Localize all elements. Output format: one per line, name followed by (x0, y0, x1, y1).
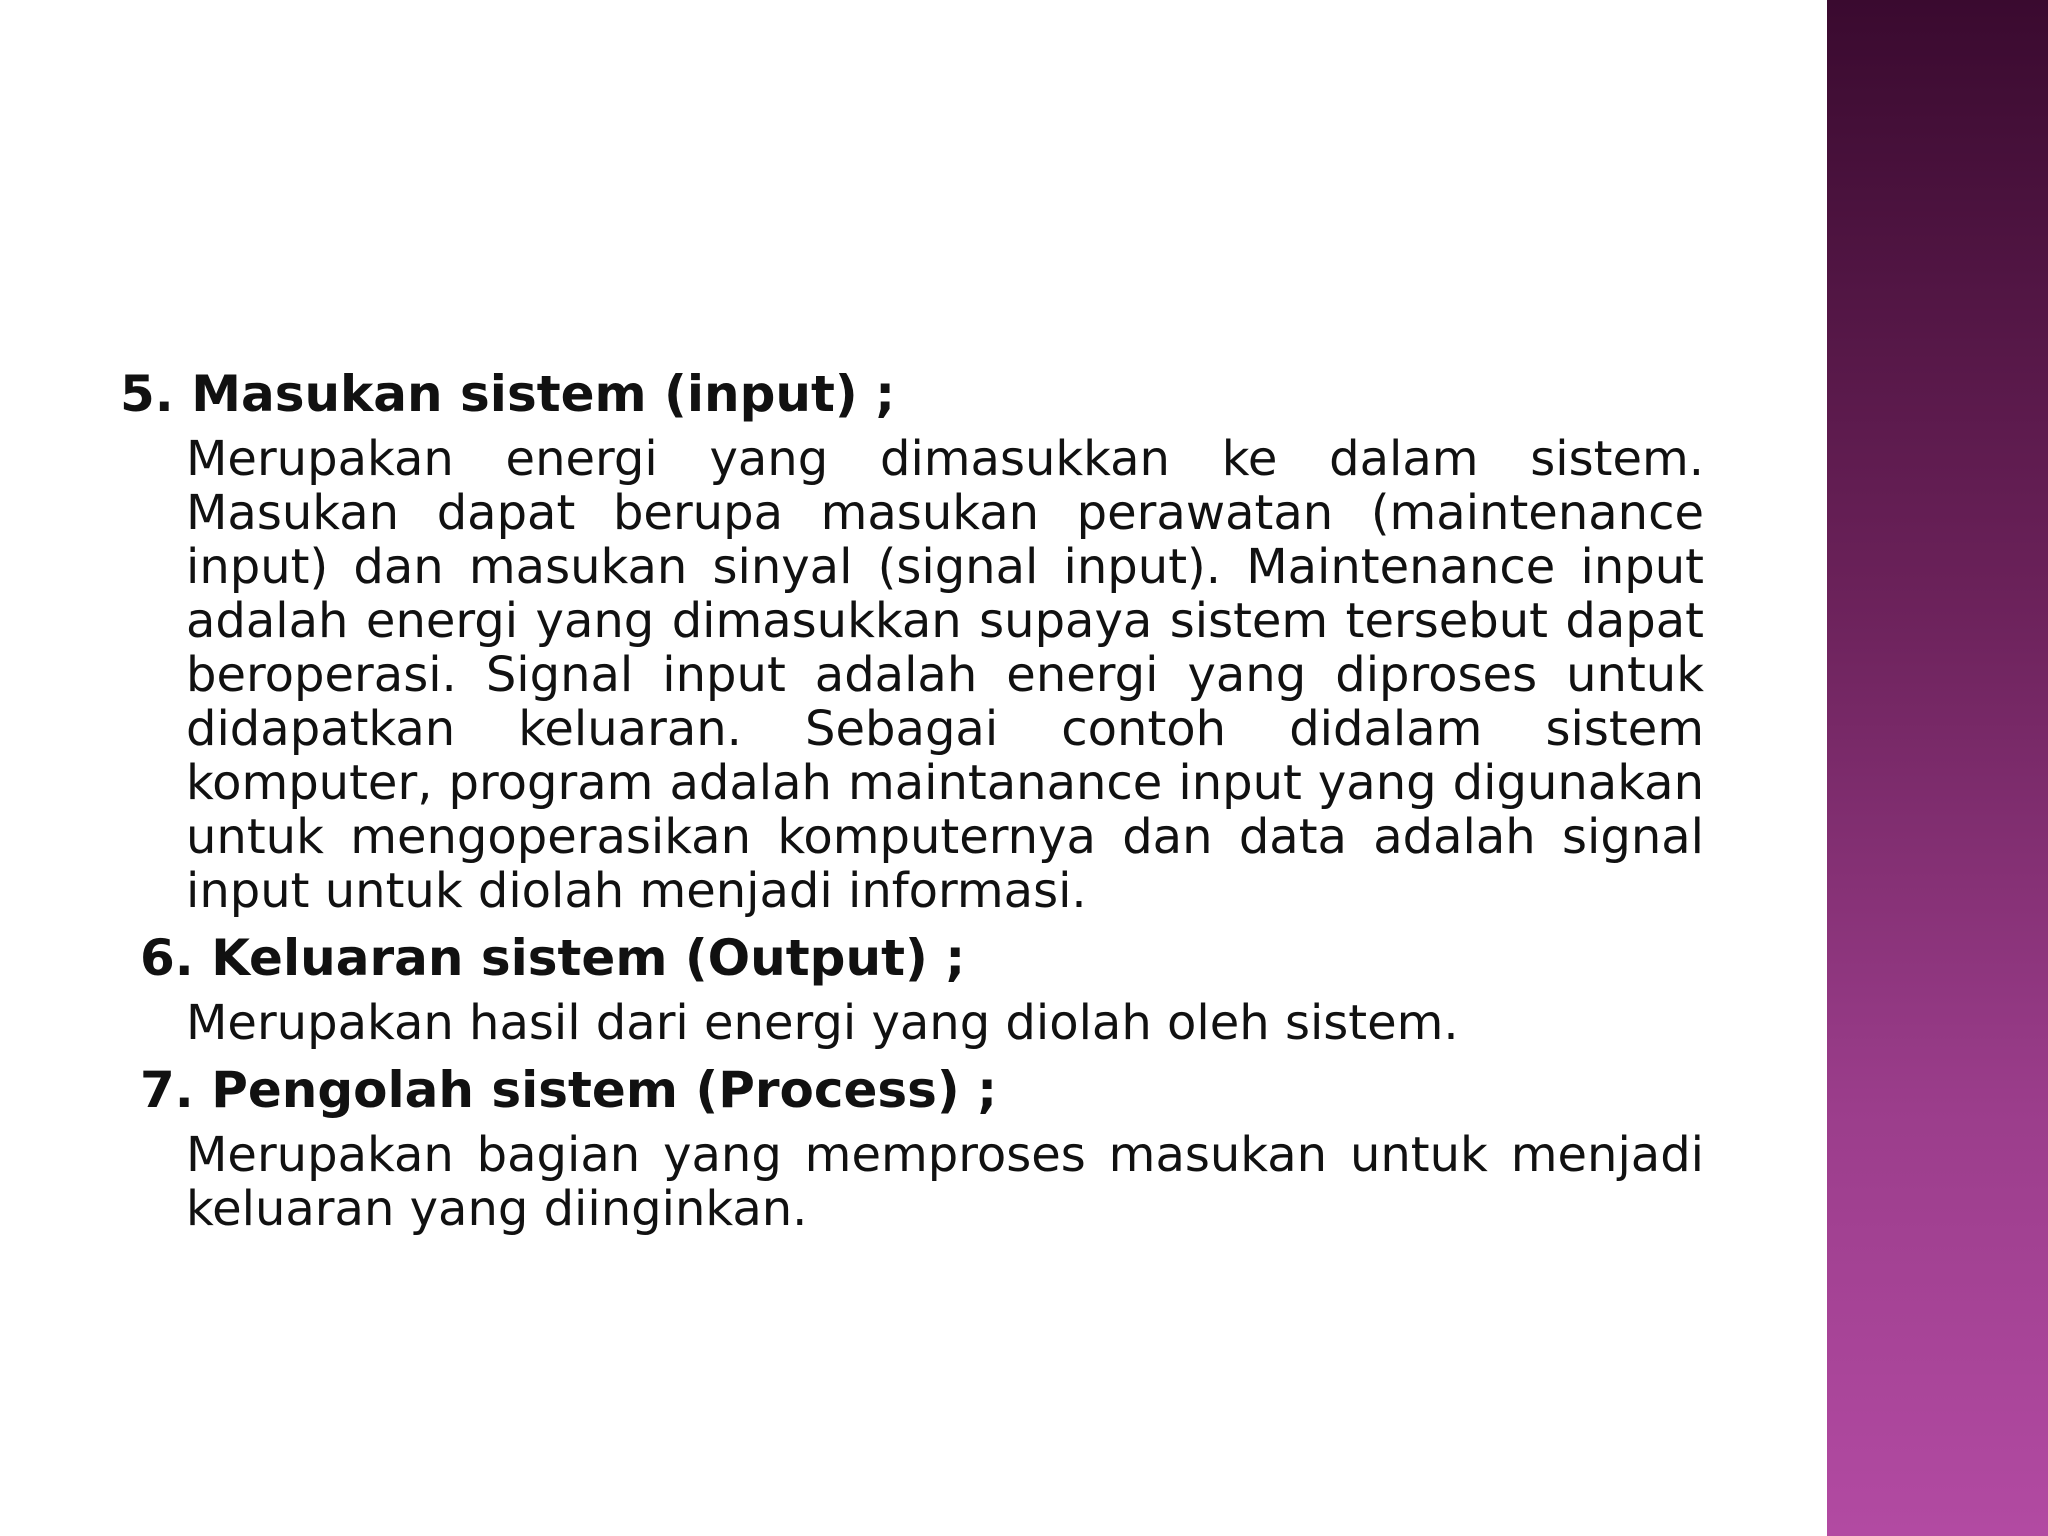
section-7-body: Merupakan bagian yang memproses masukan untuk menjadi keluaran yang diinginkan. (186, 1127, 1704, 1237)
section-5-heading: 5. Masukan sistem (input) ; (120, 365, 896, 423)
section-6-body: Merupakan hasil dari energi yang diolah oleh sistem. (186, 995, 1459, 1051)
section-6-heading: 6. Keluaran sistem (Output) ; (140, 929, 966, 987)
sidebar-gradient-band (1827, 0, 2048, 1536)
section-7-heading: 7. Pengolah sistem (Process) ; (140, 1061, 998, 1119)
section-5-body: Merupakan energi yang dimasukkan ke dalam sistem. Masukan dapat berupa masukan perawatan (maintenance input) dan masukan sinyal (signal input). Maintenance input adalah energi yang dimasukkan supaya sistem tersebut dapat beroperasi. Signal input adalah energi yang diproses untuk didapatkan keluaran. Sebagai contoh didalam sistem komputer, program adalah maintanance input yang digunakan untuk mengoperasikan komputernya dan data adalah signal input untuk diolah menjadi informasi. (186, 431, 1704, 919)
slide-content (120, 366, 1704, 1236)
